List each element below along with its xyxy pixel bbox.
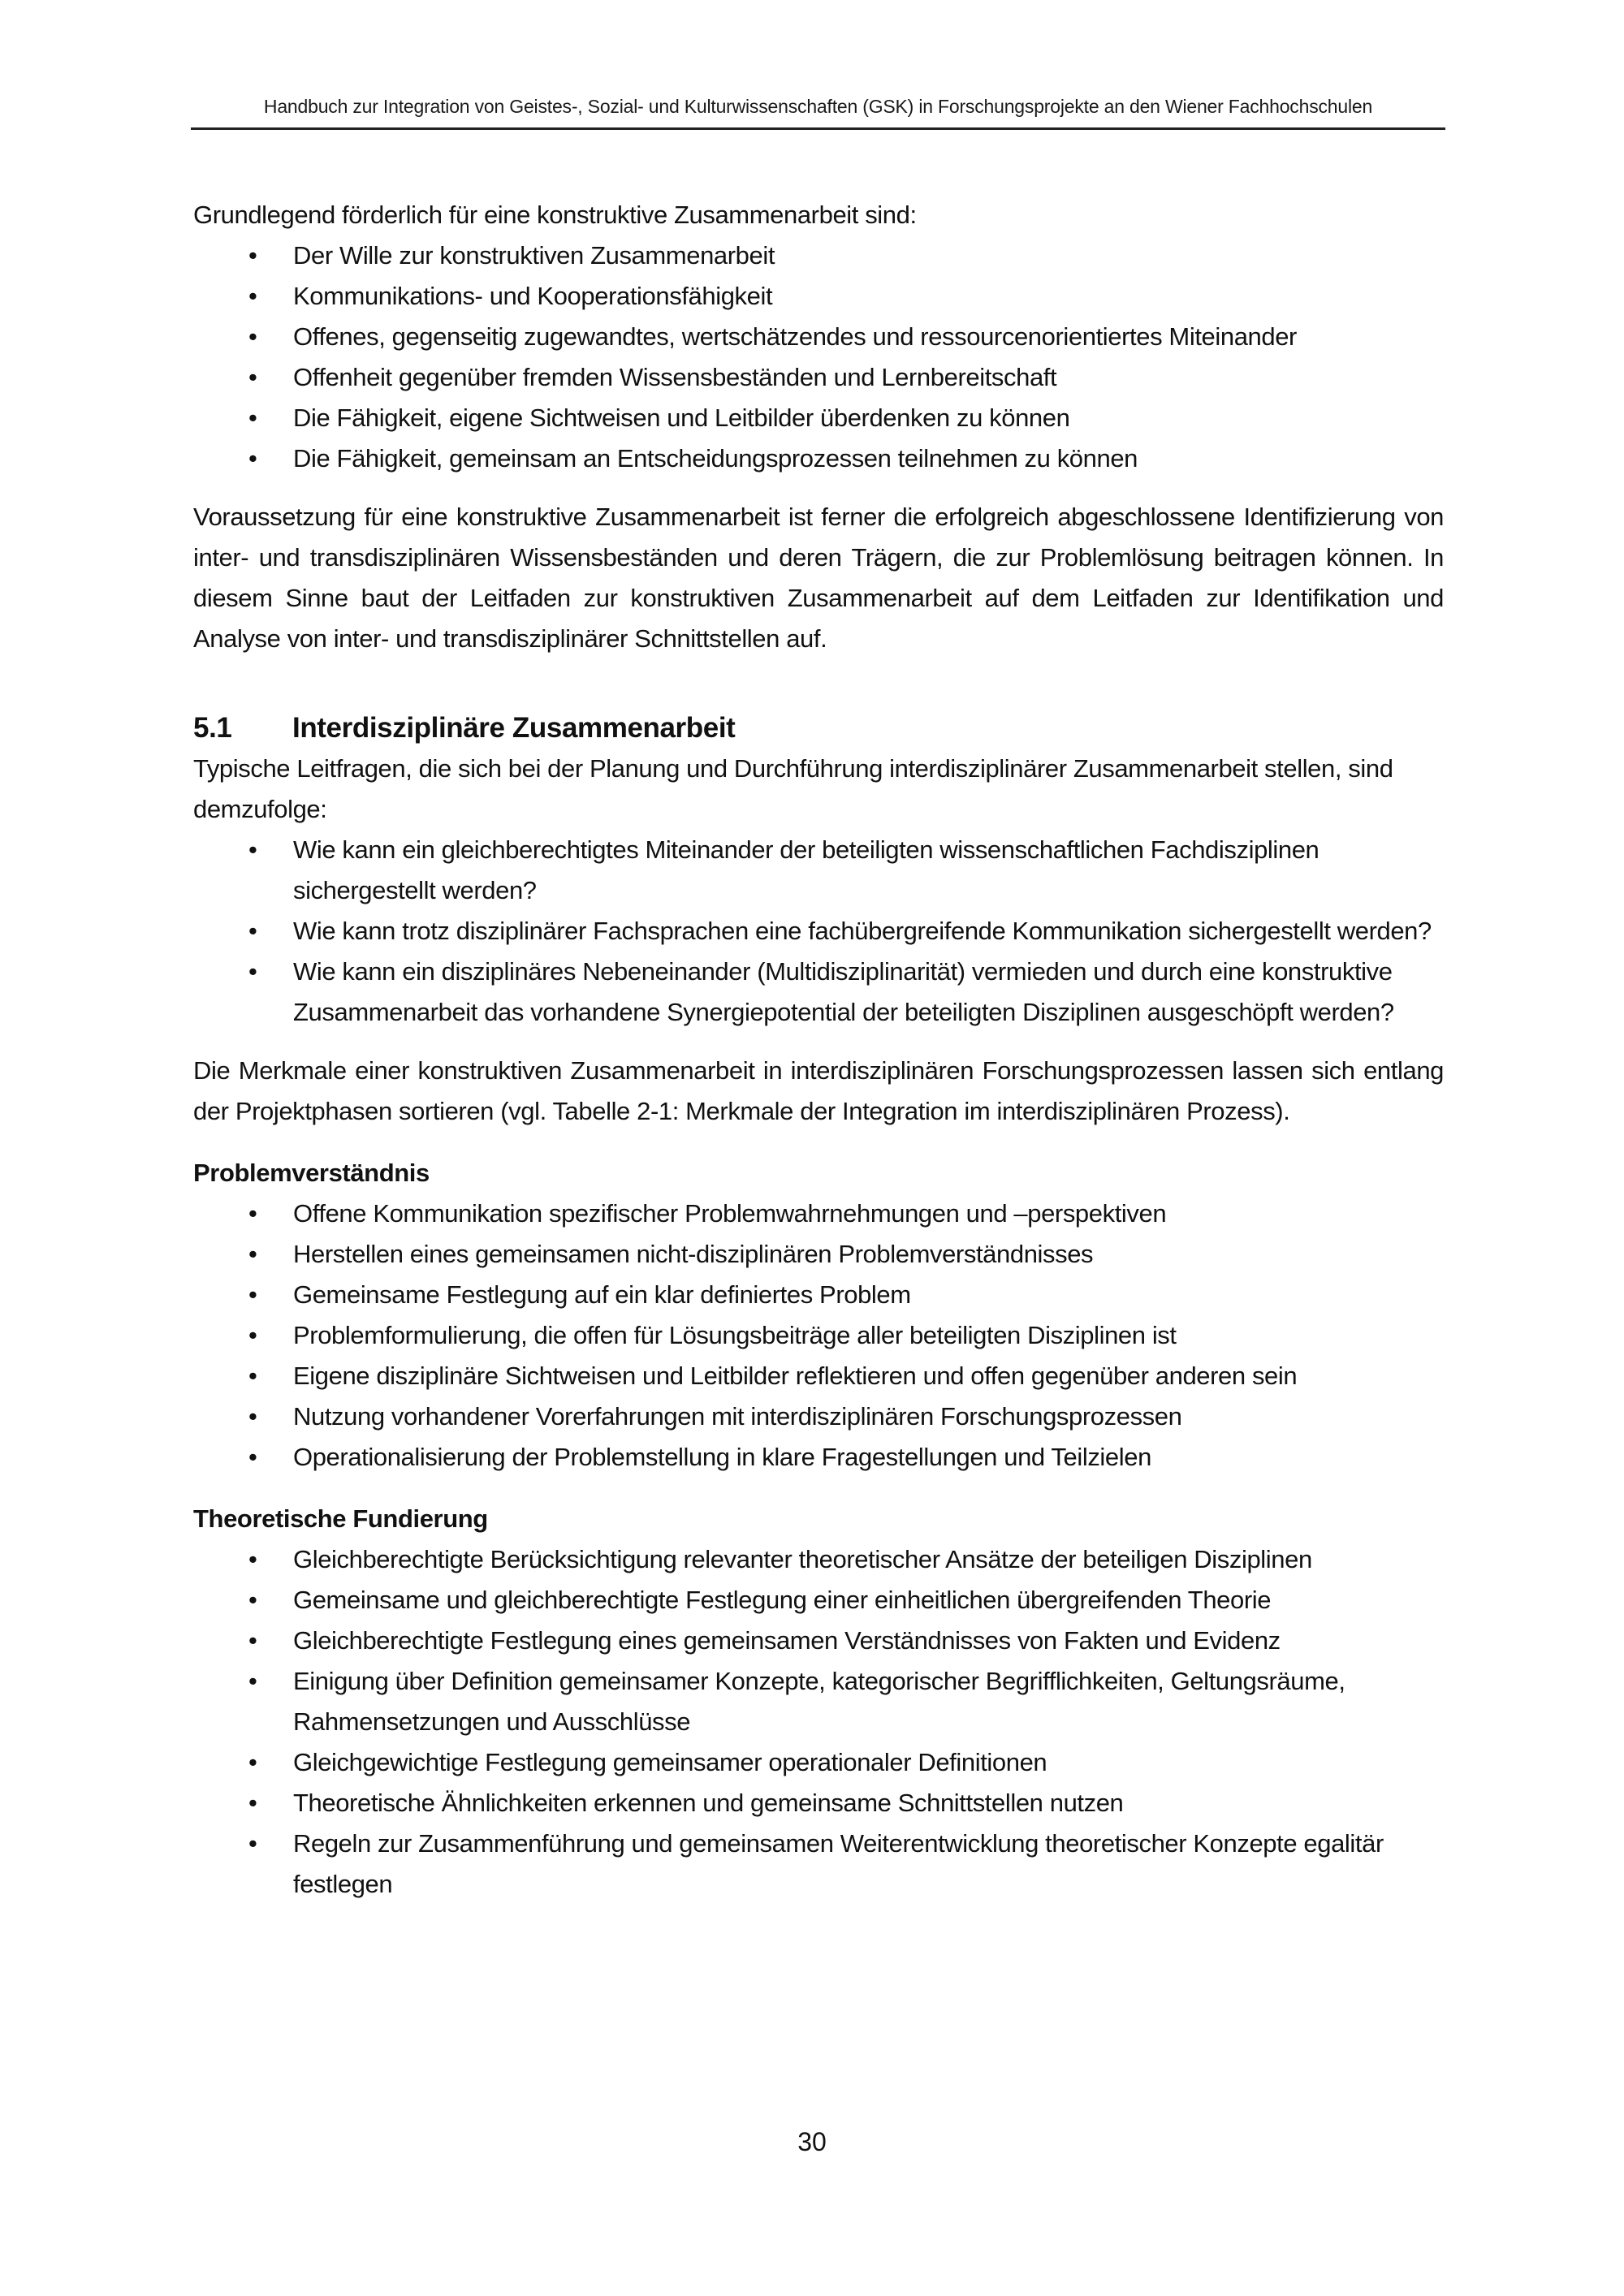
list-item xyxy=(193,1621,1444,1661)
list-item-text: Wie kann ein gleichberechtigtes Miteinander der beteiligten wissenschaftlichen Fachdisziplinen sichergestellt werden? xyxy=(293,835,1320,904)
intro-lead: Grundlegend förderlich für eine konstruktive Zusammenarbeit sind: xyxy=(193,201,917,229)
bullet-icon: • xyxy=(248,1626,257,1655)
bullet-icon: • xyxy=(248,1667,257,1695)
list-item-text: Gleichberechtigte Festlegung eines gemeinsamen Verständnisses von Fakten und Evidenz xyxy=(293,1626,1281,1655)
list-item xyxy=(193,1661,1444,1742)
bullet-icon: • xyxy=(248,1545,257,1573)
theory-bullet-list xyxy=(193,1539,1444,1905)
bullet-icon: • xyxy=(248,1748,257,1776)
list-item-text: Einigung über Definition gemeinsamer Konzepte, kategorischer Begrifflichkeiten, Geltungsräume, Rahmensetzungen und Ausschlüsse xyxy=(293,1667,1345,1736)
list-item-text: Wie kann trotz disziplinärer Fachsprachen eine fachübergreifende Kommunikation sichergestellt werden? xyxy=(293,917,1432,945)
list-item xyxy=(193,830,1444,911)
list-item-text: Nutzung vorhandener Vorerfahrungen mit interdisziplinären Forschungsprozessen xyxy=(293,1402,1182,1431)
list-item-text: Die Fähigkeit, eigene Sichtweisen und Leitbilder überdenken zu können xyxy=(293,404,1070,432)
list-item xyxy=(193,438,1444,479)
list-item xyxy=(193,235,1444,276)
bullet-icon: • xyxy=(248,835,257,864)
bullet-icon: • xyxy=(248,322,257,351)
bullet-icon: • xyxy=(248,957,257,986)
list-item-text: Kommunikations- und Kooperationsfähigkeit xyxy=(293,282,773,310)
list-item-text: Wie kann ein disziplinäres Nebeneinander (Multidisziplinarität) vermieden und durch eine konstruktive Zusammenarbeit das vorhandene Synergiepotential der beteiligten Disziplinen ausgeschöpft werden? xyxy=(293,957,1394,1026)
question-list xyxy=(193,830,1444,1033)
list-item-text: Theoretische Ähnlichkeiten erkennen und gemeinsame Schnittstellen nutzen xyxy=(293,1789,1124,1817)
list-item xyxy=(193,1823,1444,1905)
bullet-icon: • xyxy=(248,1321,257,1349)
bullet-icon: • xyxy=(248,1199,257,1228)
list-item xyxy=(193,357,1444,398)
section-title: Interdisziplinäre Zusammenarbeit xyxy=(292,712,736,744)
list-item-text: Operationalisierung der Problemstellung in klare Fragestellungen und Teilzielen xyxy=(293,1443,1151,1471)
section-lead: Typische Leitfragen, die sich bei der Planung und Durchführung interdisziplinärer Zusammenarbeit stellen, sind demzufolge: xyxy=(193,754,1393,823)
section-heading xyxy=(193,708,1444,749)
list-item-text: Offenes, gegenseitig zugewandtes, wertschätzendes und ressourcenorientiertes Miteinander xyxy=(293,322,1297,351)
bullet-icon: • xyxy=(248,241,257,270)
list-item-text: Gleichgewichtige Festlegung gemeinsamer operationaler Definitionen xyxy=(293,1748,1047,1776)
list-item xyxy=(193,911,1444,952)
list-item xyxy=(193,1356,1444,1396)
list-item-text: Offene Kommunikation spezifischer Problemwahrnehmungen und –perspektiven xyxy=(293,1199,1167,1228)
intro-paragraph: Voraussetzung für eine konstruktive Zusammenarbeit ist ferner die erfolgreich abgeschlossene Identifizierung von inter- und transdisziplinären Wissensbeständen und deren Trägern, die zur Problemlösung beitragen können. In diesem Sinne baut der Leitfaden zur konstruktiven Zusammenarbeit auf dem Leitfaden zur Identifikation und Analyse von inter- und transdisziplinärer Schnittstellen auf. xyxy=(193,503,1444,653)
bullet-icon: • xyxy=(248,404,257,432)
subheading-theoretische-fundierung: Theoretische Fundierung xyxy=(193,1504,488,1533)
list-item-text: Eigene disziplinäre Sichtweisen und Leitbilder reflektieren und offen gegenüber anderen sein xyxy=(293,1362,1298,1390)
subheading-problemverstaendnis: Problemverständnis xyxy=(193,1159,430,1187)
bullet-icon: • xyxy=(248,1829,257,1858)
list-item-text: Die Fähigkeit, gemeinsam an Entscheidungsprozessen teilnehmen zu können xyxy=(293,444,1138,473)
bullet-icon: • xyxy=(248,1240,257,1268)
list-item xyxy=(193,1742,1444,1783)
bullet-icon: • xyxy=(248,363,257,391)
list-item-text: Gemeinsame und gleichberechtigte Festlegung einer einheitlichen übergreifenden Theorie xyxy=(293,1586,1272,1614)
bullet-icon: • xyxy=(248,1789,257,1817)
list-item xyxy=(193,1437,1444,1478)
list-item xyxy=(193,1193,1444,1234)
problem-bullet-list xyxy=(193,1193,1444,1478)
list-item xyxy=(193,952,1444,1033)
section-number: 5.1 xyxy=(193,712,232,744)
list-item xyxy=(193,1580,1444,1621)
list-item xyxy=(193,317,1444,357)
list-item-text: Der Wille zur konstruktiven Zusammenarbeit xyxy=(293,241,775,270)
list-item-text: Gleichberechtigte Berücksichtigung relevanter theoretischer Ansätze der beteiligen Disziplinen xyxy=(293,1545,1312,1573)
list-item-text: Offenheit gegenüber fremden Wissensbeständen und Lernbereitschaft xyxy=(293,363,1057,391)
list-item xyxy=(193,1783,1444,1823)
bullet-icon: • xyxy=(248,917,257,945)
list-item-text: Gemeinsame Festlegung auf ein klar definiertes Problem xyxy=(293,1280,911,1309)
page-number: 30 xyxy=(797,2127,827,2156)
list-item xyxy=(193,1275,1444,1315)
bullet-icon: • xyxy=(248,1586,257,1614)
list-item-text: Herstellen eines gemeinsamen nicht-disziplinären Problemverständnisses xyxy=(293,1240,1094,1268)
list-item-text: Problemformulierung, die offen für Lösungsbeiträge aller beteiligten Disziplinen ist xyxy=(293,1321,1177,1349)
list-item xyxy=(193,1234,1444,1275)
list-item xyxy=(193,276,1444,317)
intro-bullet-list xyxy=(193,235,1444,479)
list-item xyxy=(193,398,1444,438)
list-item xyxy=(193,1315,1444,1356)
list-item-text: Regeln zur Zusammenführung und gemeinsamen Weiterentwicklung theoretischer Konzepte egalitär festlegen xyxy=(293,1829,1384,1898)
bullet-icon: • xyxy=(248,1280,257,1309)
bullet-icon: • xyxy=(248,1362,257,1390)
page-content xyxy=(193,195,1444,1905)
running-header: Handbuch zur Integration von Geistes-, Sozial- und Kulturwissenschaften (GSK) in Forschungsprojekte an den Wiener Fachhochschulen xyxy=(263,96,1373,117)
list-item xyxy=(193,1396,1444,1437)
section-paragraph: Die Merkmale einer konstruktiven Zusammenarbeit in interdisziplinären Forschungsprozessen lassen sich entlang der Projektphasen sortieren (vgl. Tabelle 2-1: Merkmale der Integration im interdisziplinären Prozess). xyxy=(193,1056,1444,1125)
list-item xyxy=(193,1539,1444,1580)
bullet-icon: • xyxy=(248,1402,257,1431)
bullet-icon: • xyxy=(248,282,257,310)
header-rule xyxy=(191,127,1445,130)
bullet-icon: • xyxy=(248,1443,257,1471)
bullet-icon: • xyxy=(248,444,257,473)
